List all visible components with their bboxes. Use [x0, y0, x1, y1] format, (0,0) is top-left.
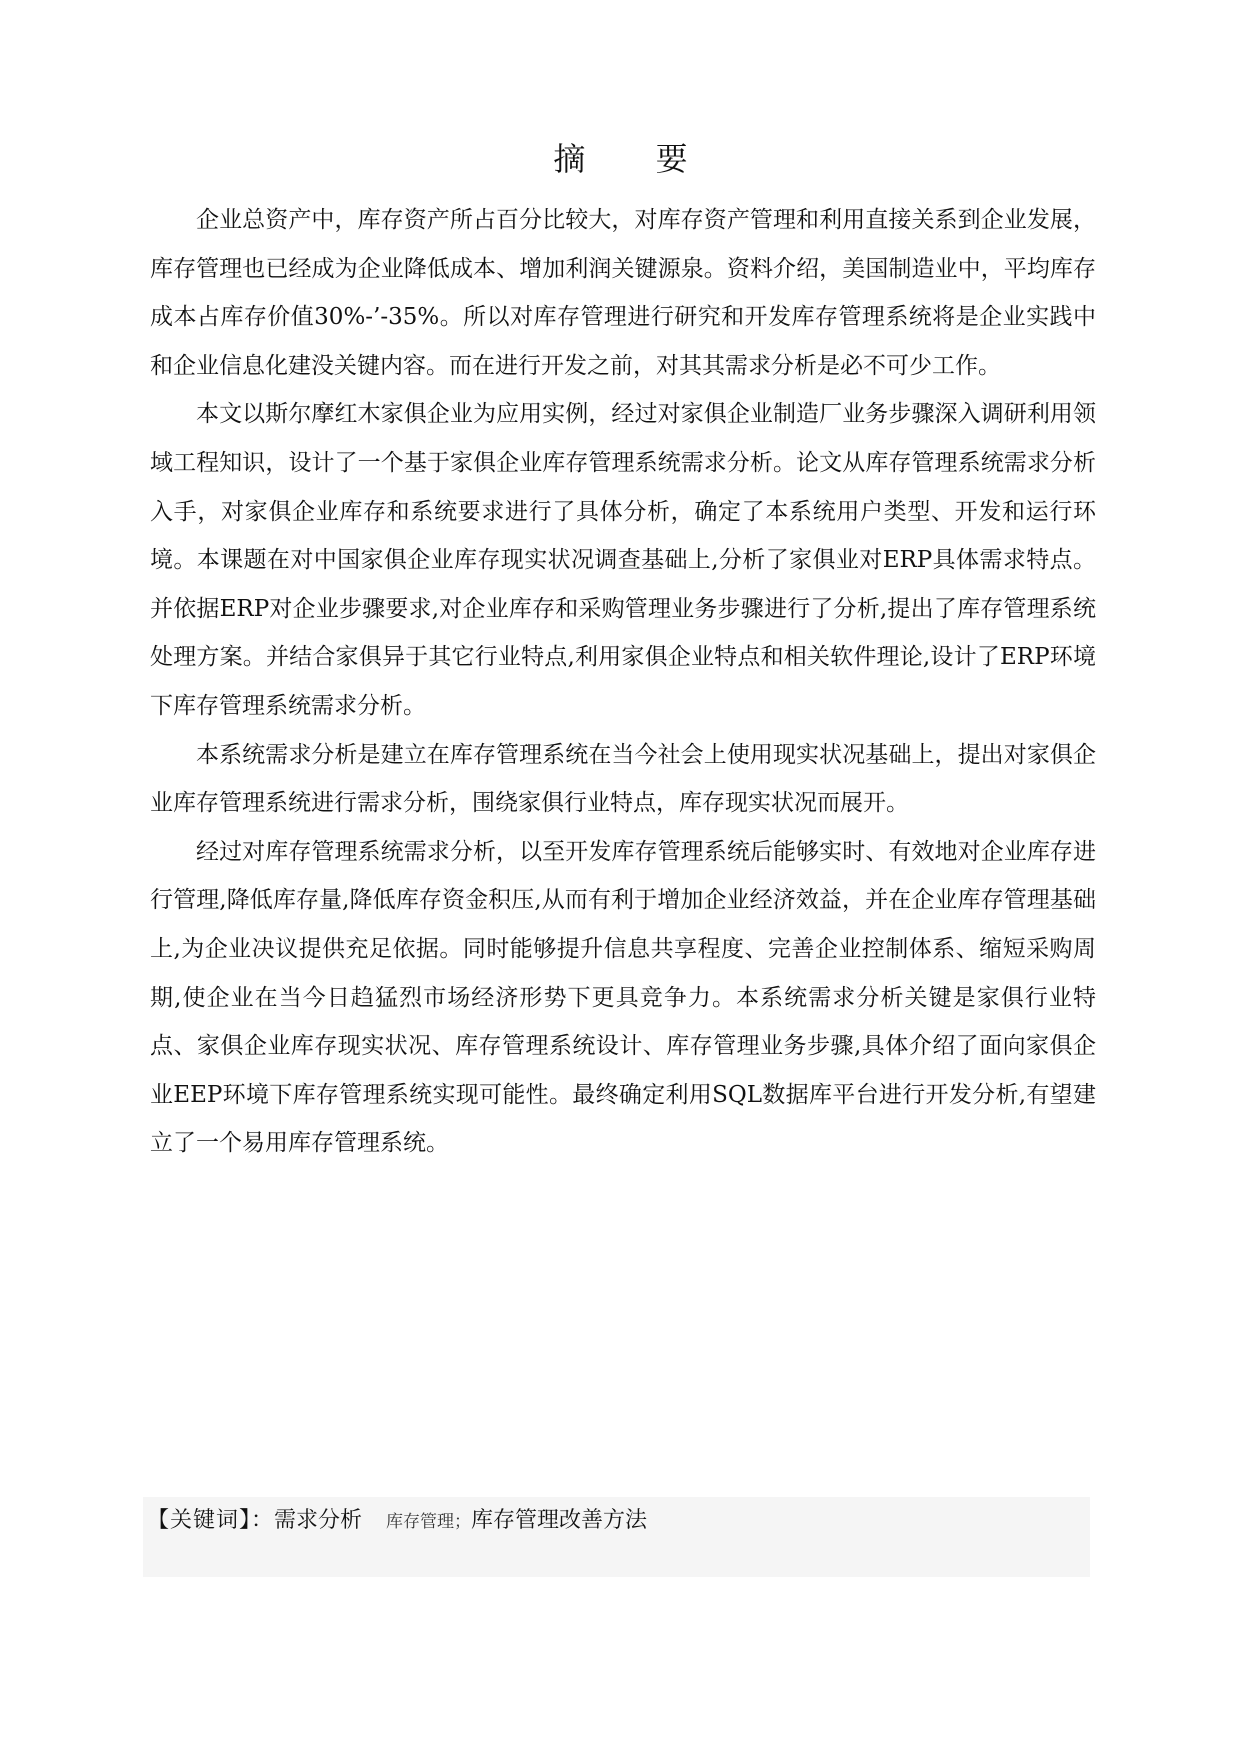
keyword-improvement-method: 库存管理改善方法 — [471, 1508, 648, 1533]
abstract-body — [150, 196, 1096, 1168]
keyword-inventory-management: 库存管理； — [386, 1512, 472, 1532]
keywords-box — [143, 1497, 1090, 1577]
abstract-paragraph-1: 企业总资产中，库存资产所占百分比较大，对库存资产管理和利用直接关系到企业发展，库存管理也已经成为企业降低成本、增加利润关键源泉。资料介绍，美国制造业中，平均库存成本占库存价值30%-’-35%。所以对库存管理进行研究和开发库存管理系统将是企业实践中和企业信息化建没关键内容。而在进行开发之前，对其其需求分析是必不可少工作。 — [150, 207, 1096, 379]
abstract-title: 摘 要 — [553, 140, 718, 178]
abstract-paragraph-2: 本文以斯尔摩红木家俱企业为应用实例，经过对家俱企业制造厂业务步骤深入调研利用领域工程知识，设计了一个基于家俱企业库存管理系统需求分析。论文从库存管理系统需求分析入手，对家俱企业库存和系统要求进行了具体分析，确定了本系统用户类型、开发和运行环境。本课题在对中国家俱企业库存现实状况调查基础上,分析了家俱业对ERP具体需求特点。并依据ERP对企业步骤要求,对企业库存和采购管理业务步骤进行了分析,提出了库存管理系统处理方案。并结合家俱异于其它行业特点,利用家俱企业特点和相关软件理论,设计了ERP环境下库存管理系统需求分析。 — [150, 401, 1096, 719]
abstract-paragraph-4: 经过对库存管理系统需求分析，以至开发库存管理系统后能够实时、有效地对企业库存进行管理,降低库存量,降低库存资金积压,从而有利于增加企业经济效益，并在企业库存管理基础上,为企业决议提供充足依据。同时能够提升信息共享程度、完善企业控制体系、缩短采购周期,使企业在当今日趋猛烈市场经济形势下更具竞争力。本系统需求分析关键是家俱行业特点、家俱企业库存现实状况、库存管理系统设计、库存管理业务步骤,具体介绍了面向家俱企业EEP环境下库存管理系统实现可能性。最终确定利用SQL数据库平台进行开发分析,有望建立了一个易用库存管理系统。 — [150, 838, 1096, 1157]
abstract-paragraph-3: 本系统需求分析是建立在库存管理系统在当今社会上使用现实状况基础上，提出对家俱企业库存管理系统进行需求分析，围绕家俱行业特点，库存现实状况而展开。 — [150, 741, 1096, 817]
keywords-label: 【关键词】： — [147, 1508, 275, 1533]
keywords-line — [147, 1505, 647, 1538]
keyword-requirement-analysis: 需求分析 — [274, 1508, 363, 1533]
